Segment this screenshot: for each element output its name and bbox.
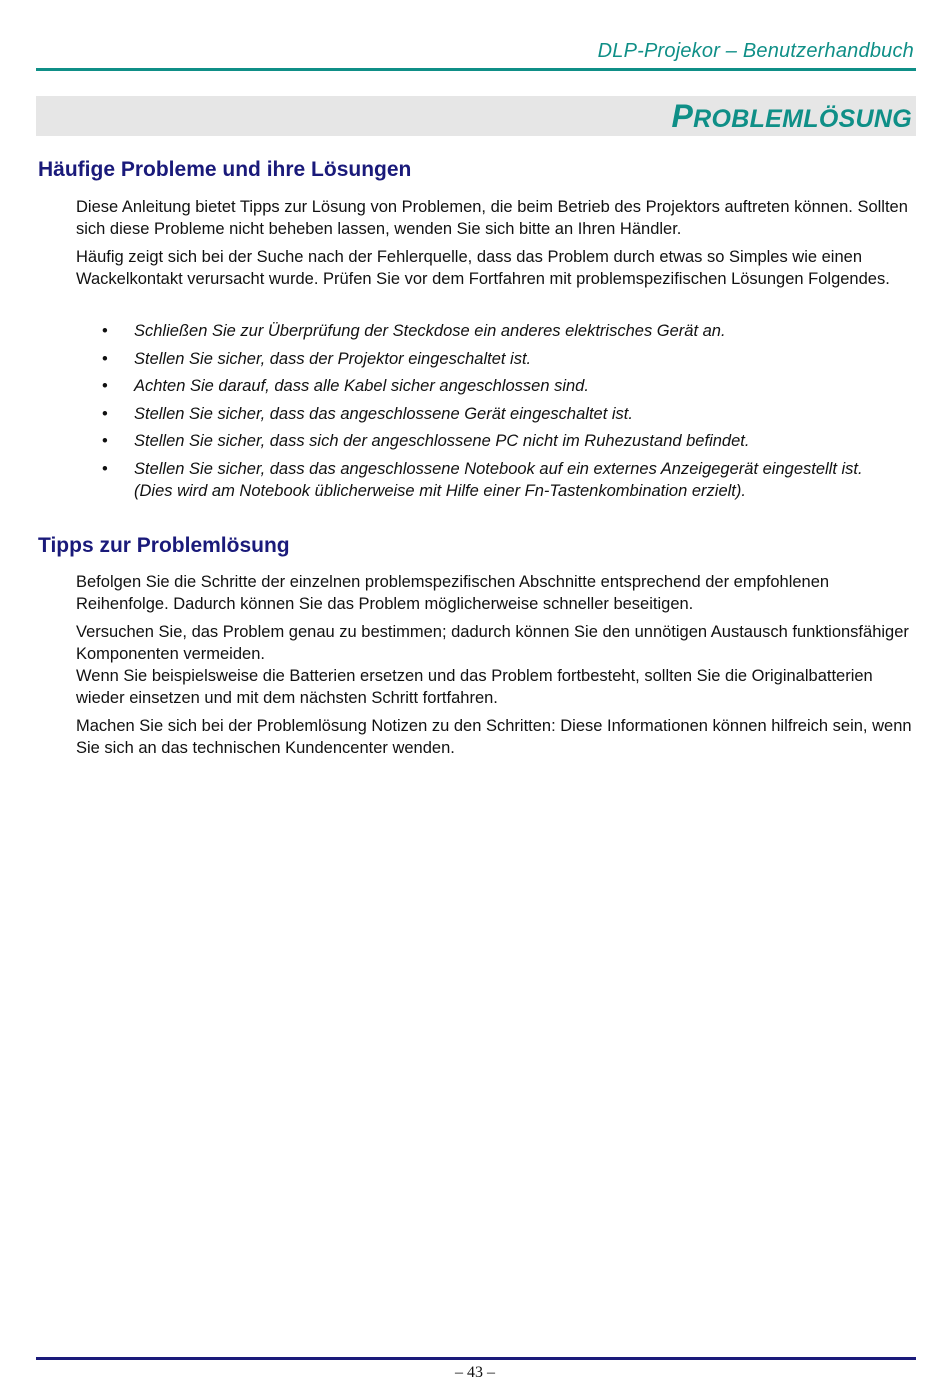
footer-rule	[36, 1357, 916, 1360]
list-item-text: Schließen Sie zur Überprüfung der Steckdose ein anderes elektrisches Gerät an.	[134, 322, 726, 340]
bullet-symbol: •	[102, 404, 108, 423]
check-first-paragraph: Häufig zeigt sich bei der Suche nach der Fehlerquelle, dass das Problem durch etwas so Simples wie einen Wackelkontakt verursacht wurde. Prüfen Sie vor dem Fortfahren mit problemspezifischen Lösungen Folgendes.	[76, 248, 890, 288]
steps-order-paragraph: Befolgen Sie die Schritte der einzelnen problemspezifischen Abschnitte entsprechend der empfohlenen Reihenfolge. Dadurch können Sie das Problem möglicherweise schneller beseitigen.	[76, 573, 830, 613]
list-item-text: Stellen Sie sicher, dass sich der angeschlossene PC nicht im Ruhezustand befindet.	[134, 432, 750, 450]
list-item-text: Stellen Sie sicher, dass der Projektor eingeschaltet ist.	[134, 349, 532, 368]
bullet-symbol: •	[102, 349, 108, 368]
bullet-symbol: •	[102, 322, 108, 340]
chapter-title-band	[36, 96, 916, 136]
battery-example-paragraph: Wenn Sie beispielsweise die Batterien ersetzen und das Problem fortbesteht, sollten Sie die Originalbatterien wieder einsetzen und mit dem nächsten Schritt fortfahren.	[76, 667, 873, 707]
list-item-text: Stellen Sie sicher, dass das angeschlossene Notebook auf ein externes Anzeigegerät eingestellt ist.	[134, 459, 863, 478]
list-item	[76, 348, 921, 370]
chapter-title	[671, 98, 912, 135]
list-item	[76, 403, 921, 425]
intro-paragraph: Diese Anleitung bietet Tipps zur Lösung von Problemen, die beim Betrieb des Projektors auftreten können. Sollten sich diese Probleme nicht beheben lassen, wenden Sie sich bitte an Ihren Händler.	[76, 198, 908, 238]
list-item	[76, 458, 921, 502]
page-number: – 43 –	[455, 1364, 495, 1381]
chapter-title-rest: ROBLEMLÖSUNG	[693, 105, 912, 133]
running-header-title: DLP-Projekor – Benutzerhandbuch	[597, 40, 914, 62]
section-heading-troubleshooting-tips: Tipps zur Problemlösung	[38, 534, 290, 557]
bullet-symbol: •	[102, 432, 108, 450]
checklist	[76, 320, 921, 507]
section-heading-common-problems: Häufige Probleme und ihre Lösungen	[38, 158, 412, 181]
notes-paragraph: Machen Sie sich bei der Problemlösung Notizen zu den Schritten: Diese Informationen können hilfreich sein, wenn Sie sich an das technischen Kundencenter wenden.	[76, 717, 912, 757]
chapter-title-initial: P	[671, 98, 694, 134]
list-item	[76, 320, 921, 342]
identify-problem-paragraph: Versuchen Sie, das Problem genau zu bestimmen; dadurch können Sie den unnötigen Austausch funktionsfähiger Komponenten vermeiden.	[76, 623, 909, 663]
list-item	[76, 375, 921, 397]
list-item-text: Stellen Sie sicher, dass das angeschlossene Gerät eingeschaltet ist.	[134, 404, 633, 423]
list-item-text: Achten Sie darauf, dass alle Kabel sicher angeschlossen sind.	[134, 377, 589, 395]
bullet-symbol: •	[102, 459, 108, 478]
list-item-note: (Dies wird am Notebook üblicherweise mit Hilfe einer Fn-Tastenkombination erzielt).	[134, 481, 746, 500]
list-item	[76, 430, 921, 452]
bullet-symbol: •	[102, 377, 108, 395]
header-rule	[36, 68, 916, 71]
